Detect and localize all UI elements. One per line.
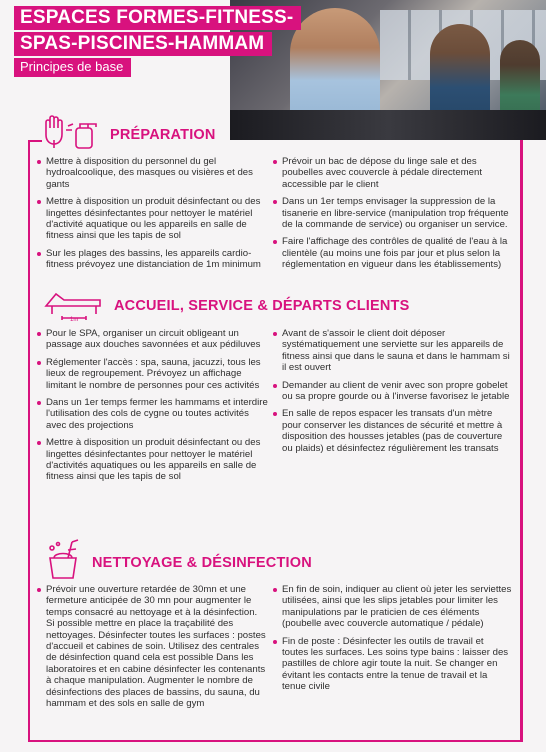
distance-label: 1m <box>70 317 79 323</box>
list-item: Faire l'affichage des contrôles de qualité de l'eau à la clientèle (au moins une fois par jour et plus selon la réglementation en vigueur dans les établissements) <box>272 236 512 270</box>
section-preparation-header <box>42 114 222 155</box>
list-item: En fin de soin, indiquer au client où jeter les serviettes utilisées, ainsi que les slips jetables pour limiter les manipulations par le praticien de ces éléments (poubelle avec couvercle automatique / pédale) <box>272 584 512 630</box>
list-item: Mettre à disposition du personnel du gel hydroalcoolique, des masques ou visières et des gants <box>36 156 268 190</box>
list-item: Avant de s'assoir le client doit déposer systématiquement une serviette sur les appareils de fitness ainsi que dans le sauna et dans le hammam si il est ouvert <box>272 328 512 374</box>
header <box>14 6 301 77</box>
cleaning-bucket-icon <box>42 538 86 587</box>
section-nettoyage-header <box>42 538 318 587</box>
section-title: ACCUEIL, SERVICE & DÉPARTS CLIENTS <box>108 298 416 314</box>
preparation-right-column <box>272 156 512 277</box>
section-title: PRÉPARATION <box>104 127 222 143</box>
subtitle: Principes de base <box>14 58 131 77</box>
section-title: NETTOYAGE & DÉSINFECTION <box>86 555 318 571</box>
title-line-1: ESPACES FORMES-FITNESS- <box>14 6 301 30</box>
list-item: Demander au client de venir avec son propre gobelet ou sa propre gourde ou à l'inverse favorisez le jetable <box>272 380 512 403</box>
accueil-left-column <box>36 328 268 489</box>
treadmill <box>230 110 546 140</box>
nettoyage-left-column <box>36 584 268 715</box>
list-item: Dans un 1er temps fermer les hammams et interdire l'utilisation des cols de cygne ou toutes activités avec des projections <box>36 397 268 431</box>
list-item: Prévoir une ouverture retardée de 30mn et une fermeture anticipée de 30 mn pour augmenter le temps consacré au nettoyage et à la désinfection. Si possible mettre en place la traçabilité des nettoyages. Désinfecter toutes les surfaces : postes d'accueil et cabines de soin. Utilisez des centrales de désinfection quand cela est possible Dans les laboratoires et en cabine désinfecter les contenants à chaque manipulation. Augmenter le nombre de désinfections des places de bassins, du sauna, du hammam et des sols en salle de gym <box>36 584 268 709</box>
list-item: En salle de repos espacer les transats d'un mètre pour conserver les distances de sécurité et mettre à disposition des housses jetables (pas de couverture ou plaids) et désinfectez régulièrement les transats <box>272 408 512 454</box>
frame-top-edge <box>28 140 42 142</box>
list-item: Réglementer l'accès : spa, sauna, jacuzzi, tous les lieux de regroupement. Prévoyez un affichage limitant le nombre de personnes pour ces activités <box>36 357 268 391</box>
list-item: Pour le SPA, organiser un circuit obligeant un passage aux douches savonnées et aux pédiluves <box>36 328 268 351</box>
section-accueil-header <box>42 286 416 326</box>
list-item: Mettre à disposition un produit désinfectant ou des lingettes désinfectantes pour nettoyer le matériel d'activité aquatique ou les appareils en salle de fitness ainsi que les tapis de sol <box>36 196 268 242</box>
list-item: Dans un 1er temps envisager la suppression de la tisanerie en libre-service (manipulation trop fréquente de la commande de service) ou organiser un service. <box>272 196 512 230</box>
nettoyage-right-column <box>272 584 512 699</box>
list-item: Fin de poste : Désinfecter les outils de travail et toutes les surfaces. Les soins type bains : laisser des pastilles de chlore agir toute la nuit. Se changer en évitant les contacts entre la tenue de travail et la tenue civile <box>272 636 512 693</box>
list-item: Sur les plages des bassins, les appareils cardio-fitness prévoyez une distanciation de 1m minimum <box>36 248 268 271</box>
accueil-right-column <box>272 328 512 460</box>
list-item: Mettre à disposition un produit désinfectant ou des lingettes désinfectantes pour nettoyer le matériel d'activités aquatiques ou les appareils en salle de fitness ainsi que les tapis de sol <box>36 437 268 483</box>
lounge-chair-distance-icon <box>42 286 108 326</box>
title-line-2: SPAS-PISCINES-HAMMAM <box>14 32 272 56</box>
gloves-and-gel-icon <box>42 114 104 155</box>
preparation-left-column <box>36 156 268 277</box>
list-item: Prévoir un bac de dépose du linge sale et des poubelles avec couvercle à pédale directement accessible par le client <box>272 156 512 190</box>
